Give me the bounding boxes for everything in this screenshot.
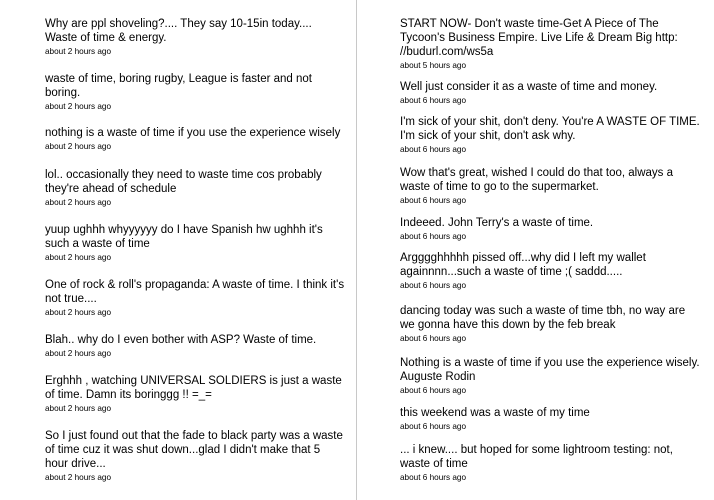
list-item bbox=[400, 115, 700, 155]
entry-timestamp: about 6 hours ago bbox=[400, 145, 467, 154]
entry-timestamp: about 6 hours ago bbox=[400, 334, 467, 343]
entry-timestamp: about 6 hours ago bbox=[400, 386, 467, 395]
entry-timestamp: about 2 hours ago bbox=[45, 308, 112, 317]
list-item bbox=[45, 223, 345, 263]
entry-timestamp: about 2 hours ago bbox=[45, 47, 112, 56]
entry-text: ... i knew.... but hoped for some lightroom testing: not, waste of time bbox=[400, 444, 673, 470]
entry-text: dancing today was such a waste of time tbh, no way are we gonna have this down by the feb break bbox=[400, 305, 686, 331]
list-item bbox=[45, 374, 345, 414]
list-item bbox=[400, 443, 700, 483]
list-item bbox=[45, 72, 345, 112]
entry-text: Wow that's great, wished I could do that too, always a waste of time to go to the supermarket. bbox=[400, 167, 674, 193]
entry-timestamp: about 2 hours ago bbox=[45, 473, 112, 482]
list-item bbox=[400, 356, 700, 396]
entry-text: yuup ughhh whyyyyyy do I have Spanish hw ughhh it's such a waste of time bbox=[45, 224, 323, 250]
list-item bbox=[400, 17, 700, 71]
right-page bbox=[357, 0, 714, 500]
list-item bbox=[400, 80, 700, 106]
list-item bbox=[400, 166, 700, 206]
entry-text: nothing is a waste of time if you use the experience wisely bbox=[45, 127, 341, 139]
entry-text: Why are ppl shoveling?.... They say 10-15in today.... Waste of time & energy. bbox=[45, 18, 312, 44]
entry-text: One of rock & roll's propaganda: A waste of time. I think it's not true.... bbox=[45, 279, 345, 305]
list-item bbox=[400, 251, 700, 291]
entry-timestamp: about 6 hours ago bbox=[400, 473, 467, 482]
entry-text: START NOW- Don't waste time-Get A Piece of The Tycoon's Business Empire. Live Life & Dream Big http: //budurl.com/ws5a bbox=[400, 18, 678, 58]
list-item bbox=[45, 126, 345, 152]
list-item bbox=[400, 216, 700, 242]
entry-timestamp: about 6 hours ago bbox=[400, 96, 467, 105]
entry-timestamp: about 6 hours ago bbox=[400, 422, 467, 431]
entry-text: Erghhh , watching UNIVERSAL SOLDIERS is just a waste of time. Damn its boringgg !! =_= bbox=[45, 375, 342, 401]
entry-text: Nothing is a waste of time if you use the experience wisely. Auguste Rodin bbox=[400, 357, 700, 383]
entry-text: Argggghhhhh pissed off...why did I left my wallet againnnn...such a waste of time ;( saddd..... bbox=[400, 252, 646, 278]
entry-timestamp: about 6 hours ago bbox=[400, 281, 467, 290]
entry-timestamp: about 2 hours ago bbox=[45, 102, 112, 111]
entry-text: waste of time, boring rugby, League is faster and not boring. bbox=[45, 73, 312, 99]
entry-text: Indeeed. John Terry's a waste of time. bbox=[400, 217, 594, 229]
entry-text: Well just consider it as a waste of time and money. bbox=[400, 81, 658, 93]
list-item bbox=[45, 278, 345, 318]
entry-timestamp: about 6 hours ago bbox=[400, 196, 467, 205]
entry-timestamp: about 5 hours ago bbox=[400, 61, 467, 70]
entry-text: this weekend was a waste of my time bbox=[400, 407, 590, 419]
entry-text: So I just found out that the fade to black party was a waste of time cuz it was shut down...glad I didn't make that 5 hour drive... bbox=[45, 430, 343, 470]
entry-timestamp: about 2 hours ago bbox=[45, 349, 112, 358]
list-item bbox=[400, 406, 700, 432]
list-item bbox=[45, 429, 345, 483]
list-item bbox=[45, 168, 345, 208]
entry-timestamp: about 6 hours ago bbox=[400, 232, 467, 241]
entry-timestamp: about 2 hours ago bbox=[45, 404, 112, 413]
list-item bbox=[45, 17, 345, 57]
list-item bbox=[400, 304, 700, 344]
list-item bbox=[45, 333, 345, 359]
entry-text: Blah.. why do I even bother with ASP? Waste of time. bbox=[45, 334, 317, 346]
entry-timestamp: about 2 hours ago bbox=[45, 253, 112, 262]
entry-timestamp: about 2 hours ago bbox=[45, 142, 112, 151]
entry-text: I'm sick of your shit, don't deny. You're A WASTE OF TIME. I'm sick of your shit, don't ask why. bbox=[400, 116, 700, 142]
entry-timestamp: about 2 hours ago bbox=[45, 198, 112, 207]
entry-text: lol.. occasionally they need to waste time cos probably they're ahead of schedule bbox=[45, 169, 322, 195]
